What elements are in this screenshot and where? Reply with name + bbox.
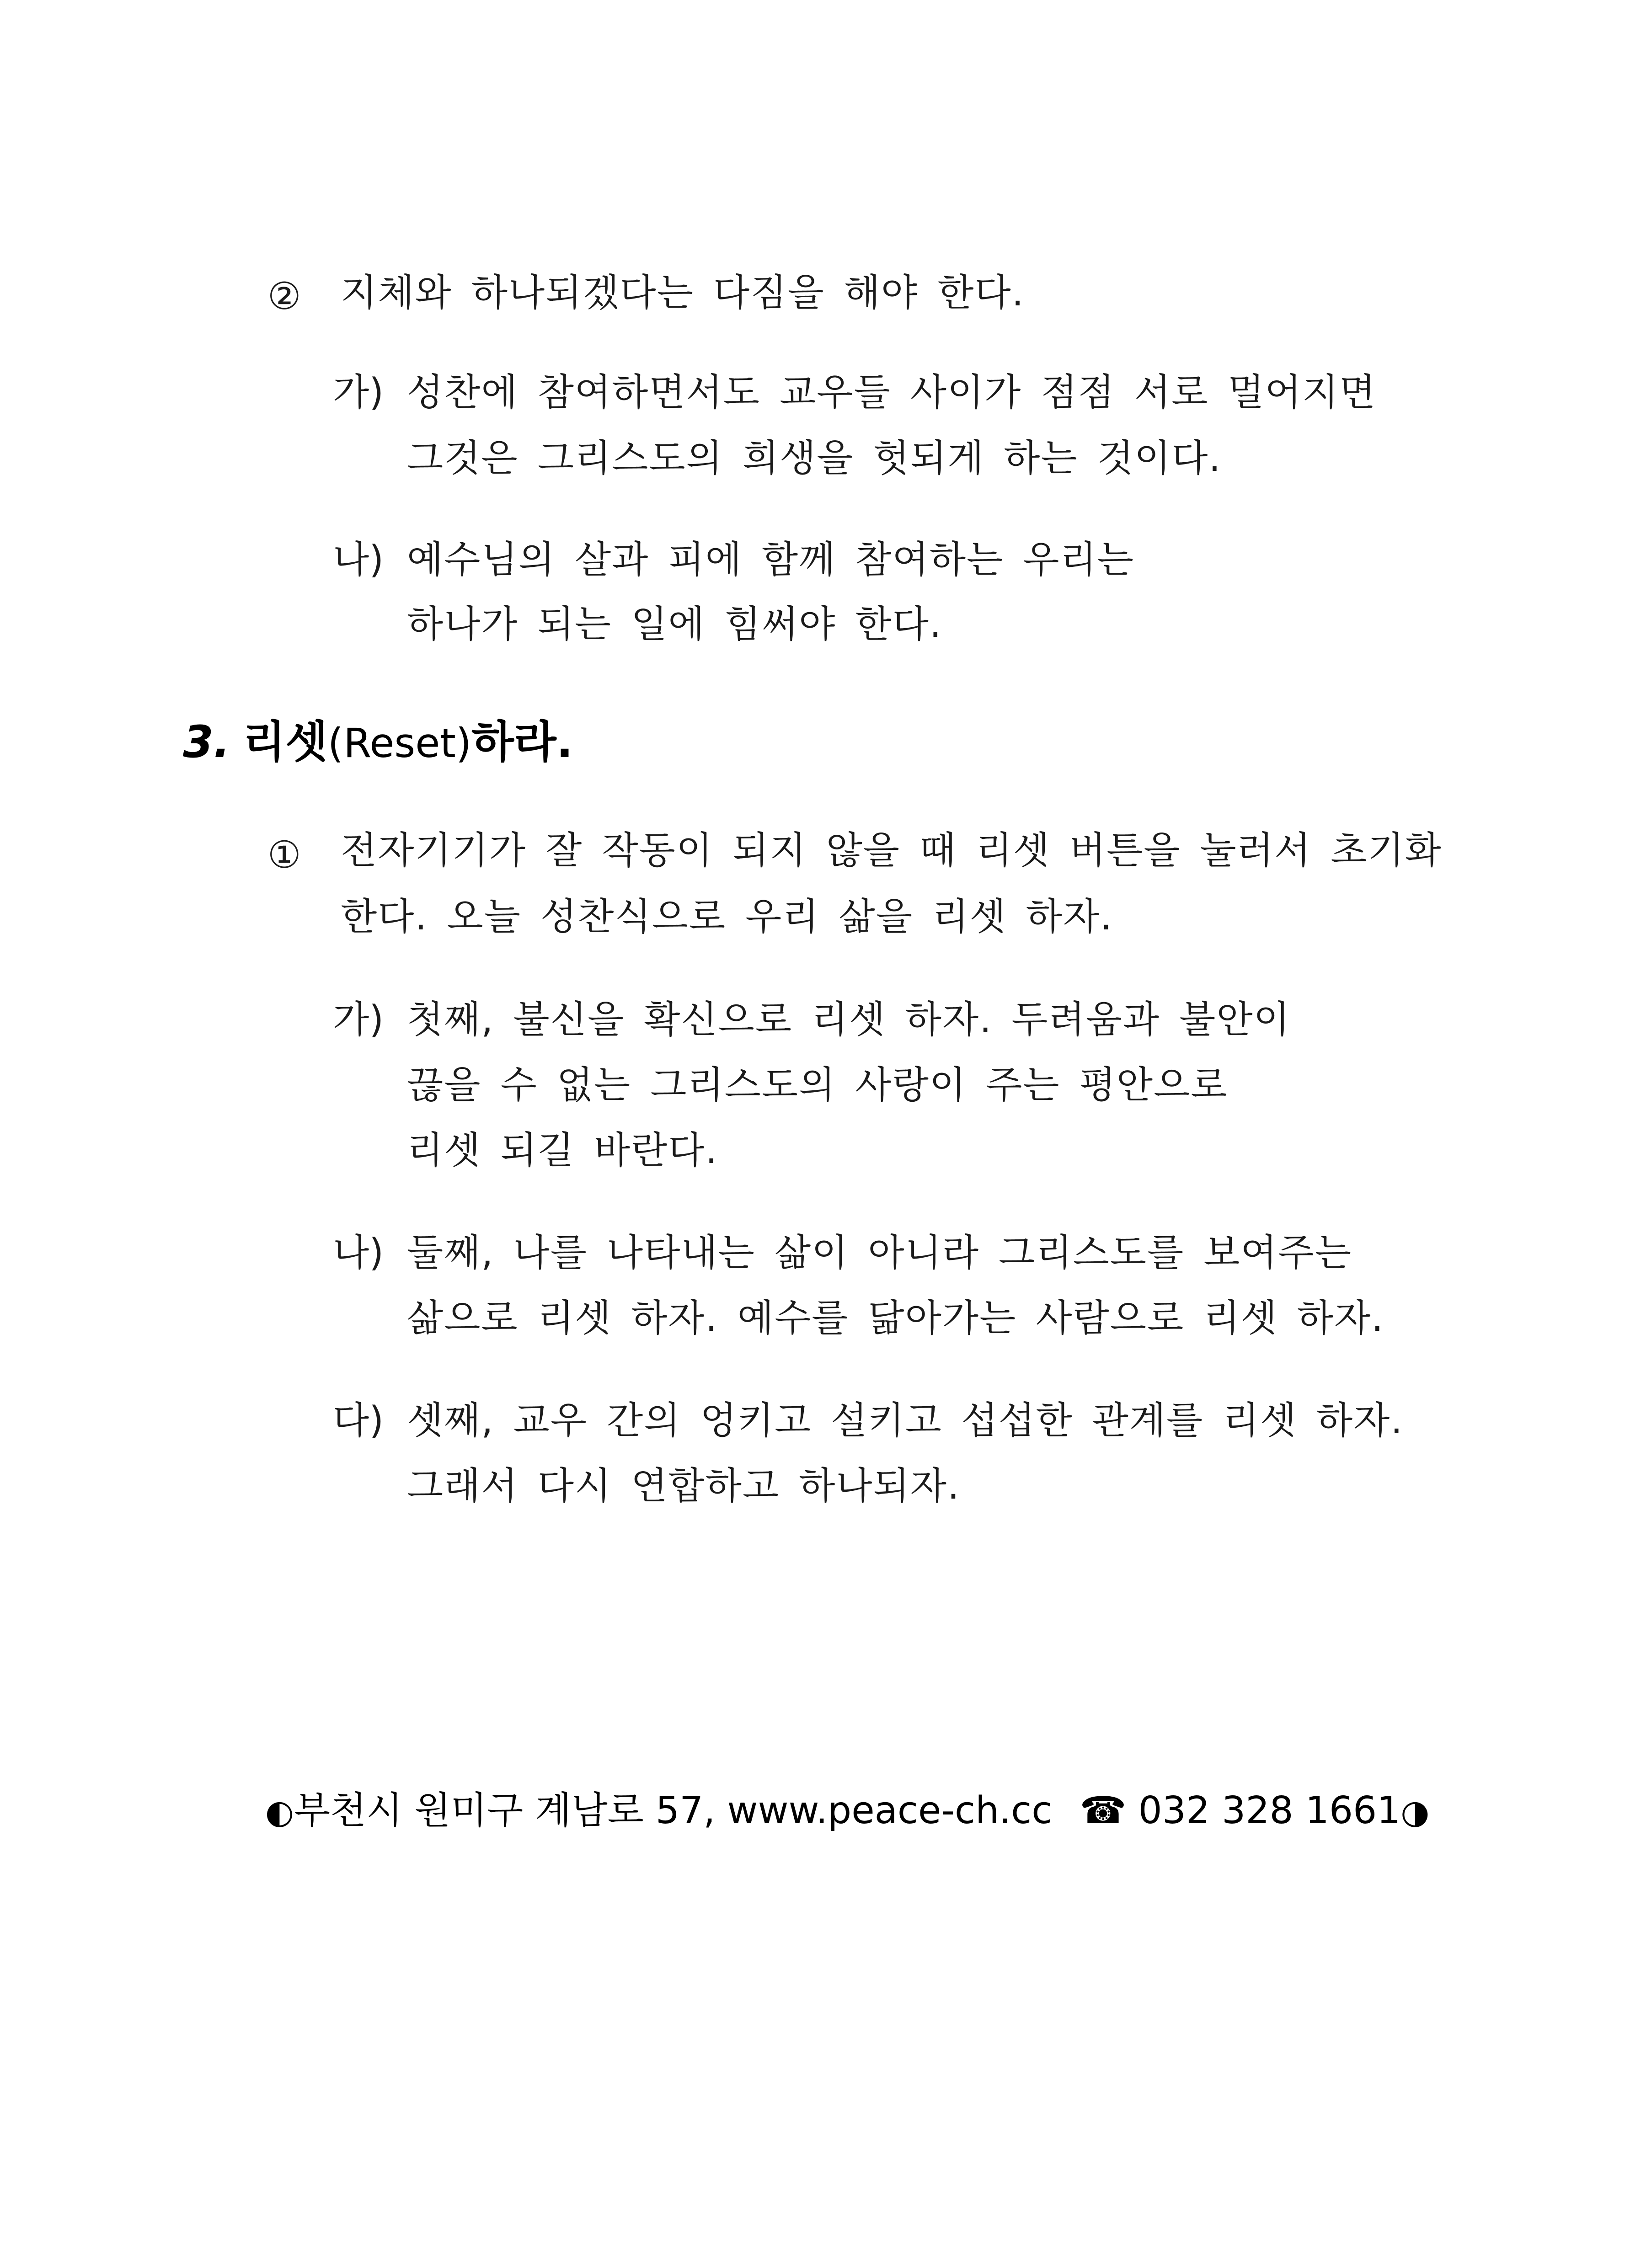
subitem-ga-line-2: 그것은 그리스도의 희생을 헛되게 하는 것이다. — [407, 437, 1222, 480]
item-marker-2: ② — [267, 275, 301, 318]
footer-contact — [265, 1789, 1430, 1832]
section-3-title: 리셋 — [243, 716, 328, 768]
item-1-line-1: 전자기기가 잘 작동이 되지 않을 때 리셋 버튼을 눌러서 초기화 — [341, 829, 1442, 872]
subitem-ga-2-line-2: 끊을 수 없는 그리스도의 사랑이 주는 평안으로 — [407, 1063, 1228, 1107]
subitem-marker-na-2: 나) — [333, 1231, 384, 1275]
right-half-circle-icon: ◑ — [1400, 1793, 1430, 1831]
subitem-na-2-line-2: 삶으로 리셋 하자. 예수를 닮아가는 사람으로 리셋 하자. — [407, 1297, 1384, 1340]
subitem-na-line-2: 하나가 되는 일에 힘써야 한다. — [407, 603, 942, 646]
subitem-ga-2-line-3: 리셋 되길 바란다. — [407, 1129, 718, 1172]
subitem-da-line-2: 그래서 다시 연합하고 하나되자. — [407, 1464, 961, 1508]
section-3-title-end: 하라. — [471, 716, 573, 768]
subitem-ga-2-line-1: 첫째, 불신을 확신으로 리셋 하자. 두려움과 불안이 — [407, 998, 1291, 1041]
section-3-heading — [183, 716, 573, 768]
item-2-text: 지체와 하나되겠다는 다짐을 해야 한다. — [341, 271, 1025, 315]
section-3-number: 3. — [183, 716, 230, 768]
footer-address: 부천시 원미구 계남로 57, www.peace-ch.cc — [294, 1789, 1053, 1832]
subitem-ga-line-1: 성찬에 참여하면서도 교우들 사이가 점점 서로 멀어지면 — [407, 371, 1377, 414]
item-1-line-2: 한다. 오늘 성찬식으로 우리 삶을 리셋 하자. — [341, 895, 1113, 939]
subitem-marker-ga: 가) — [333, 371, 384, 414]
section-3-title-paren: (Reset) — [327, 720, 472, 767]
subitem-da-line-1: 셋째, 교우 간의 엉키고 설키고 섭섭한 관계를 리셋 하자. — [407, 1399, 1404, 1442]
telephone-icon: ☎ — [1080, 1789, 1127, 1832]
subitem-marker-na: 나) — [333, 538, 384, 582]
item-marker-1: ① — [267, 833, 301, 877]
subitem-na-2-line-1: 둘째, 나를 나타내는 삶이 아니라 그리스도를 보여주는 — [407, 1231, 1352, 1275]
subitem-na-line-1: 예수님의 살과 피에 함께 참여하는 우리는 — [407, 538, 1134, 582]
subitem-marker-ga-2: 가) — [333, 998, 384, 1041]
subitem-marker-da: 다) — [333, 1399, 384, 1442]
footer-phone: 032 328 1661 — [1138, 1789, 1401, 1832]
left-half-circle-icon: ◐ — [265, 1793, 294, 1831]
